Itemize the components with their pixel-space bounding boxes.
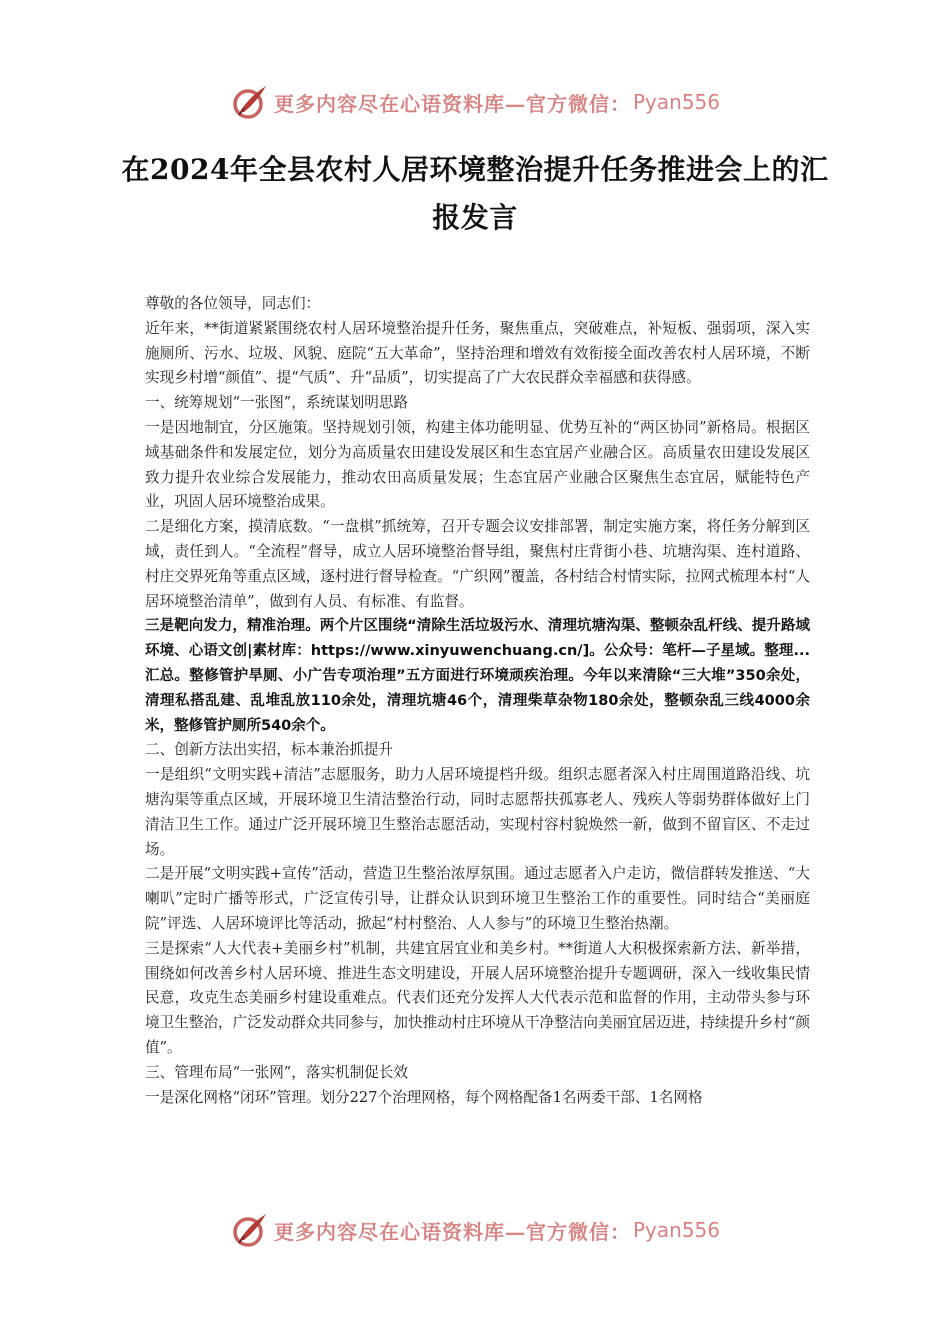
paragraph: 三是探索“人大代表+美丽乡村”机制，共建宜居宜业和美乡村。**街道人大积极探索新方法、新举措，围绕如何改善乡村人居环境、推进生态文明建设，开展人居环境整治提升专题调研，深入一线收集民情民意，攻克生态美丽乡村建设重难点。代表们还充分发挥人大代表示范和监督的作用，主动带头参与环境卫生整治，广泛发动群众共同参与，加快推动村庄环境从干净整洁向美丽宜居迈进，持续提升乡村“颜值”。 <box>145 939 810 1056</box>
paragraph: 二是开展“文明实践+宣传”活动，营造卫生整治浓厚氛围。通过志愿者入户走访，微信群转发推送、“大喇叭”定时广播等形式，广泛宣传引导，让群众认识到环境卫生整治工作的重要性。同时结合“美丽庭院”评选、人居环境评比等活动，掀起“村村整治、人人参与”的环境卫生整治热潮。 <box>145 865 810 932</box>
paragraph: 二是细化方案，摸清底数。“一盘棋”抓统筹，召开专题会议安排部署，制定实施方案，将任务分解到区域，责任到人。“全流程”督导，成立人居环境整治督导组，聚焦村庄背街小巷、坑塘沟渠、连村道路、村庄交界死角等重点区域，逐村进行督导检查。“广织网”覆盖，各村结合村情实际，拉网式梳理本村“人居环境整治清单”，做到有人员、有标准、有监督。 <box>145 518 810 610</box>
footer-banner-wechat-id: Pyan556 <box>632 1218 720 1242</box>
section-heading-2: 二、创新方法出实招，标本兼治抓提升 <box>145 741 394 759</box>
header-banner-wechat-id: Pyan556 <box>632 90 720 114</box>
paragraph: 一是因地制宜，分区施策。坚持规划引领，构建主体功能明显、优势互补的“两区协同”新格局。根据区域基础条件和发展定位，划分为高质量农田建设发展区和生态宜居产业融合区。高质量农田建设发展区致力提升农业综合发展能力，推动农田高质量发展；生态宜居产业融合区聚焦生态宜居，赋能特色产业，巩固人居环境整治成果。 <box>145 418 810 511</box>
salutation: 尊敬的各位领导，同志们： <box>145 295 321 312</box>
footer-banner-text: 更多内容尽在心语资料库—官方微信： <box>273 1219 631 1244</box>
header-banner-text: 更多内容尽在心语资料库—官方微信： <box>273 91 631 116</box>
section-heading-1: 一、统筹规划“一张图”，系统谋划明思路 <box>145 394 409 412</box>
document-body <box>145 292 810 1110</box>
paragraph: 一是组织“文明实践+清洁”志愿服务，助力人居环境提档升级。组织志愿者深入村庄周围道路沿线、坑塘沟渠等重点区域，开展环境卫生清洁整治行动，同时志愿帮扶孤寡老人、残疾人等弱势群体做好上门清洁卫生工作。通过广泛开展环境卫生整治志愿活动，实现村容村貌焕然一新，做到不留盲区、不走过场。 <box>145 766 810 858</box>
footer-watermark-banner <box>0 1208 950 1252</box>
document-title: 在2024年全县农村人居环境整治提升任务推进会上的汇报发言 <box>121 153 829 234</box>
paragraph-bold: 三是靶向发力，精准治理。两个片区围绕“清除生活垃圾污水、清理坑塘沟渠、整顿杂乱杆线、提升路域环境、心语文创|素材库：https://www.xinyuwenchuang.cn/]。公众号：笔杆—子星域。整理...汇总。整修管护旱厕、小广告专项治理”五方面进行环境顽疾治理。今年以来清除“三大堆”350余处，清理私搭乱建、乱堆乱放110余处，清理坑塘46个，清理柴草杂物180余处，整顿杂乱三线4000余米，整修管护厕所540余个。 <box>145 618 810 734</box>
paragraph-intro: 近年来，**街道紧紧围绕农村人居环境整治提升任务，聚焦重点，突破难点，补短板、强弱项，深入实施厕所、污水、垃圾、风貌、庭院“五大革命”，坚持治理和增效有效衔接全面改善农村人居环境，不断实现乡村增“颜值”、提“气质”、升“品质”，切实提高了广大农民群众幸福感和获得感。 <box>145 319 810 387</box>
paragraph: 一是深化网格“闭环”管理。划分227个治理网格，每个网格配备1名两委干部、1名网格 <box>145 1088 703 1106</box>
section-heading-3: 三、管理布局“一张网”，落实机制促长效 <box>145 1063 409 1081</box>
header-watermark-banner <box>0 80 950 124</box>
quill-pen-logo-icon <box>230 1210 270 1250</box>
quill-pen-logo-icon <box>230 82 270 122</box>
